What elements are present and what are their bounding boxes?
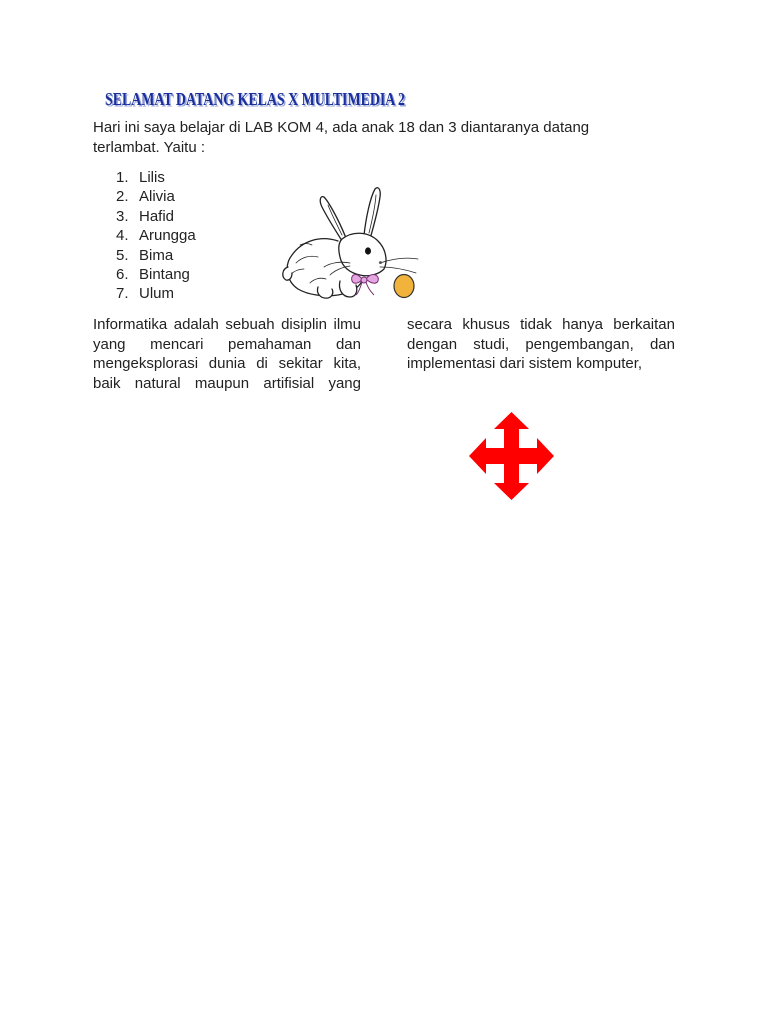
- student-name: Hafid: [139, 207, 175, 225]
- list-number: 5.: [116, 246, 129, 264]
- left-column-text: [93, 315, 361, 393]
- student-name: Lilis: [139, 169, 165, 186]
- list-number: 6.: [116, 265, 129, 283]
- rabbit-with-egg-clipart: [280, 183, 425, 308]
- list-item: [116, 246, 196, 265]
- student-name: Alivia: [139, 188, 175, 206]
- right-column-paragraph: secara khusus tidak hanya berkaitan dengan studi, pengembangan, dan implementasi dari sistem komputer,: [407, 316, 675, 373]
- student-name: Bima: [139, 246, 174, 264]
- student-name: Arungga: [139, 227, 196, 245]
- late-students-list: [116, 168, 196, 304]
- heading-shadow: SELAMAT DATANG KELAS X MULTIMEDIA 2: [106, 90, 407, 110]
- student-name: Ulum: [139, 285, 175, 303]
- heading-svg: [103, 84, 413, 110]
- intro-paragraph: Hari ini saya belajar di LAB KOM 4, ada anak 18 dan 3 diantaranya datang terlambat. Yaitu :: [93, 119, 590, 156]
- right-column-text: [407, 315, 675, 374]
- list-number: 1.: [116, 169, 129, 186]
- list-item: [116, 265, 196, 284]
- list-number: 2.: [116, 188, 129, 206]
- list-item: [116, 284, 196, 303]
- student-name: Bintang: [139, 265, 190, 283]
- egg-shape: [394, 275, 414, 298]
- four-way-arrow-icon: [469, 412, 554, 500]
- list-number: 3.: [116, 207, 129, 225]
- list-item: [116, 207, 196, 226]
- list-number: 4.: [116, 227, 129, 245]
- heading-wordart: [103, 84, 413, 110]
- left-column-paragraph: Informatika adalah sebuah disiplin ilmu yang mencari pemahaman dan mengeksplorasi dunia di sekitar kita, baik natural maupun artifisial yang: [93, 316, 361, 392]
- list-item: [116, 187, 196, 206]
- list-item: [116, 168, 196, 187]
- list-number: 7.: [116, 285, 129, 303]
- list-item: [116, 226, 196, 245]
- page-title: SELAMAT DATANG KELAS X MULTIMEDIA 2: [105, 89, 405, 109]
